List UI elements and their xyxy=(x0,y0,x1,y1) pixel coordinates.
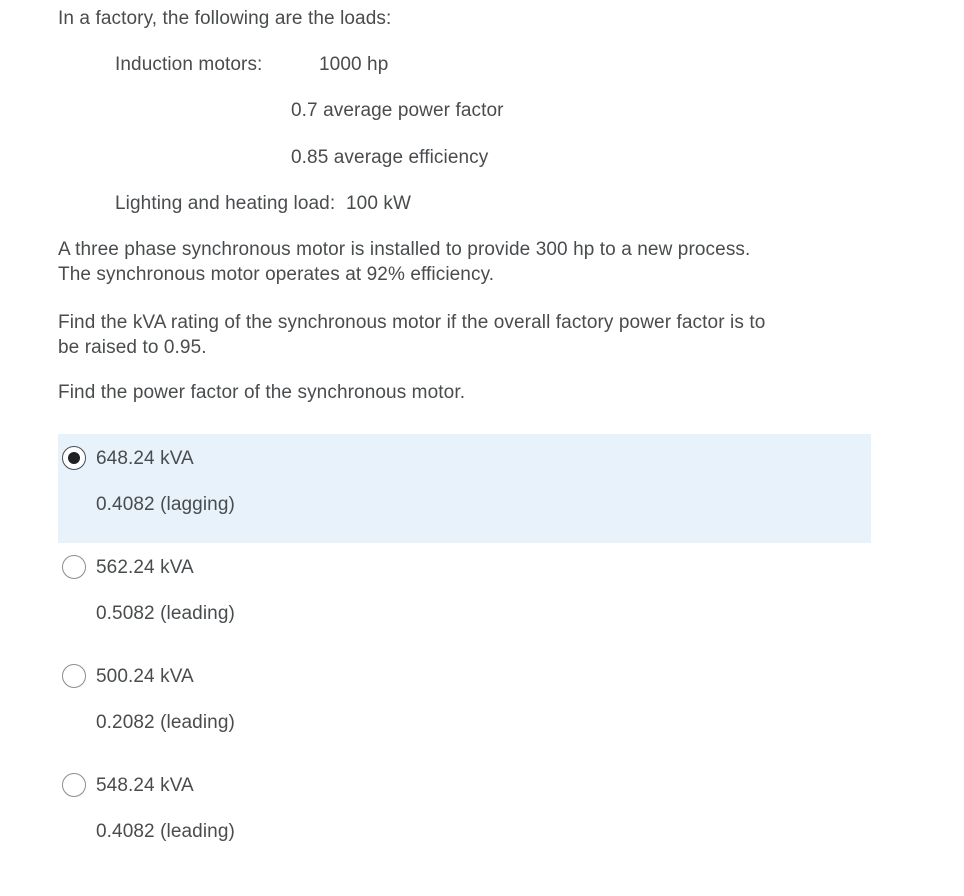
find-kva-line-2: be raised to 0.95. xyxy=(58,337,207,358)
induction-motors-value: 1000 hp xyxy=(319,54,389,75)
answer-option-1[interactable] xyxy=(58,434,871,543)
power-factor-text: 0.7 average power factor xyxy=(291,100,504,121)
efficiency-text: 0.85 average efficiency xyxy=(291,147,489,168)
answer-option-4[interactable] xyxy=(58,761,871,870)
sync-motor-line-2: The synchronous motor operates at 92% efficiency. xyxy=(58,264,495,285)
sync-motor-paragraph xyxy=(58,237,878,287)
answer-option-2[interactable] xyxy=(58,543,871,652)
radio-unselected-icon[interactable] xyxy=(62,664,86,688)
option-kva: 500.24 kVA xyxy=(96,666,194,687)
option-kva: 562.24 kVA xyxy=(96,557,194,578)
answer-option-3[interactable] xyxy=(58,652,871,761)
radio-unselected-icon[interactable] xyxy=(62,555,86,579)
question-intro: In a factory, the following are the loads: xyxy=(58,8,392,29)
sync-motor-line-1: A three phase synchronous motor is installed to provide 300 hp to a new process. xyxy=(58,239,751,260)
option-power-factor: 0.2082 (leading) xyxy=(96,712,235,733)
option-kva: 548.24 kVA xyxy=(96,775,194,796)
option-power-factor: 0.4082 (leading) xyxy=(96,821,235,842)
option-power-factor: 0.4082 (lagging) xyxy=(96,494,235,515)
option-kva: 648.24 kVA xyxy=(96,448,194,469)
find-kva-paragraph xyxy=(58,310,878,360)
lighting-load-text: Lighting and heating load: 100 kW xyxy=(115,193,411,214)
find-pf-text: Find the power factor of the synchronous motor. xyxy=(58,382,466,403)
find-kva-line-1: Find the kVA rating of the synchronous motor if the overall factory power factor is to xyxy=(58,312,766,333)
radio-selected-icon[interactable] xyxy=(62,446,86,470)
induction-motors-label: Induction motors: xyxy=(115,54,263,75)
radio-unselected-icon[interactable] xyxy=(62,773,86,797)
option-power-factor: 0.5082 (leading) xyxy=(96,603,235,624)
